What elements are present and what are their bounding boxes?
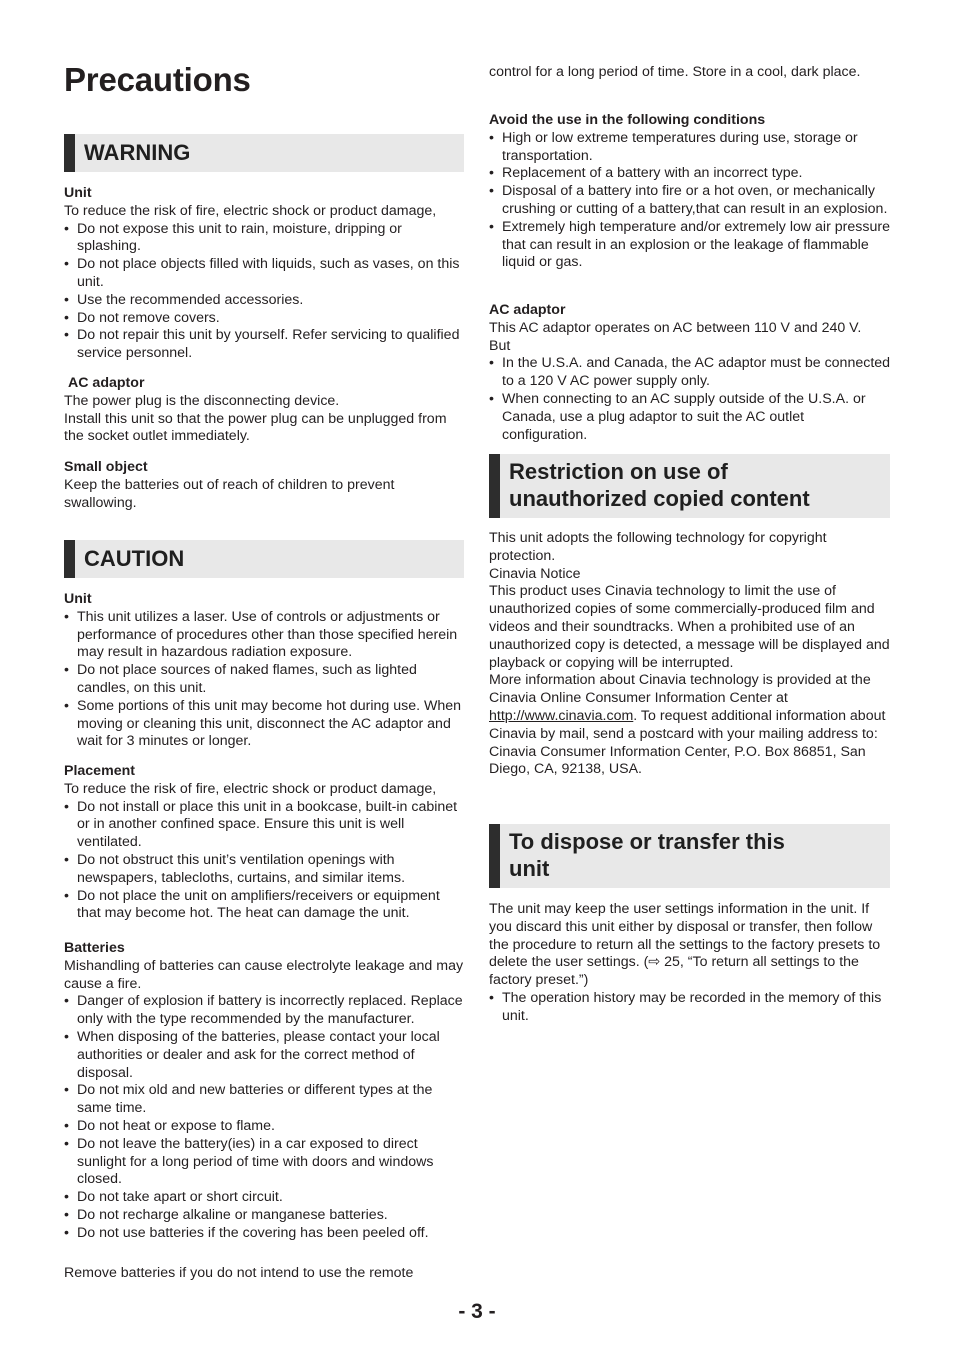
list-item: • Do not remove covers. — [64, 310, 464, 328]
list-item: • Use the recommended accessories. — [64, 292, 464, 310]
restriction-p4-post: . To request additional information about Cinavia by mail, send a postcard with your mailing address to: — [489, 707, 886, 742]
restriction-p1: This unit adopts the following technology for copyright protection. — [489, 530, 827, 564]
small-object-text: Keep the batteries out of reach of children to prevent swallowing. — [64, 476, 395, 511]
list-item: • Do not expose this unit to rain, moisture, dripping or splashing. — [64, 221, 464, 257]
list-item: • The operation history may be recorded in the memory of this unit. — [489, 990, 891, 1026]
right-ac-adaptor-block — [489, 302, 891, 444]
caution-batteries-block — [64, 940, 464, 1243]
batteries-intro: Mishandling of batteries can cause electrolyte leakage and may cause a fire. — [64, 957, 464, 992]
warning-ac-block — [64, 375, 464, 446]
dispose-heading-line1: To dispose or transfer this — [509, 829, 785, 854]
page-title: Precautions — [64, 61, 251, 98]
placement-list — [64, 799, 464, 924]
dispose-section-header — [489, 824, 890, 888]
list-item: • When disposing of the batteries, please contact your local authorities or dealer and ask for the correct method of disposal. — [64, 1029, 464, 1082]
restriction-p4-pre: More information about Cinavia technology is provided at the Cinavia Online Consumer Information Center at — [489, 672, 871, 707]
restriction-p4 — [489, 672, 891, 743]
list-item: • Do not take apart or short circuit. — [64, 1189, 464, 1207]
placement-subheading: Placement — [64, 763, 135, 779]
small-object-subheading: Small object — [64, 459, 148, 475]
warning-ac-p1: The power plug is the disconnecting device. — [64, 392, 340, 409]
cinavia-link[interactable]: http://www.cinavia.com — [489, 707, 634, 724]
warning-section-header — [64, 134, 464, 172]
dispose-heading-line2: unit — [509, 856, 550, 881]
list-item: • Do not obstruct this unit’s ventilation openings with newspapers, tablecloths, curtains, and similar items. — [64, 852, 464, 888]
list-item: • Do not heat or expose to flame. — [64, 1118, 464, 1136]
list-item: • Some portions of this unit may become hot during use. When moving or cleaning this unit, disconnect the AC adaptor and wait for 3 minutes or longer. — [64, 698, 464, 751]
list-item: • Do not use batteries if the covering has been peeled off. — [64, 1225, 464, 1243]
avoid-subheading: Avoid the use in the following conditions — [489, 112, 766, 128]
right-ac-list — [489, 355, 891, 444]
list-item: • Extremely high temperature and/or extremely low air pressure that can result in an explosion or the leakage of flammable liquid or gas. — [489, 219, 891, 272]
warning-unit-subheading: Unit — [64, 185, 92, 201]
list-item: • Do not mix old and new batteries or different types at the same time. — [64, 1082, 464, 1118]
list-item: • This unit utilizes a laser. Use of controls or adjustments or performance of procedures other than those specified herein may result in hazardous radiation exposure. — [64, 609, 464, 662]
list-item: • High or low extreme temperatures during use, storage or transportation. — [489, 130, 891, 166]
list-item: • Danger of explosion if battery is incorrectly replaced. Replace only with the type recommended by the manufacturer. — [64, 993, 464, 1029]
cinavia-address: Cinavia Consumer Information Center, P.O. Box 86851, San Diego, CA, 92138, USA. — [489, 743, 866, 778]
restriction-heading-line2: unauthorized copied content — [509, 486, 810, 511]
batteries-subheading: Batteries — [64, 940, 125, 956]
warning-unit-intro: To reduce the risk of fire, electric shock or product damage, — [64, 202, 437, 219]
batteries-outro: Remove batteries if you do not intend to use the remote — [64, 1265, 414, 1281]
list-item: • Do not place the unit on amplifiers/receivers or equipment that may become hot. The heat can damage the unit. — [64, 888, 464, 924]
warning-ac-p2: Install this unit so that the power plug can be unplugged from the socket outlet immediately. — [64, 410, 447, 445]
restriction-heading-line1: Restriction on use of — [509, 459, 728, 484]
dispose-list — [489, 990, 891, 1026]
list-item: • Do not recharge alkaline or manganese batteries. — [64, 1207, 464, 1225]
restriction-p3: This product uses Cinavia technology to limit the use of unauthorized copies of some commercially-produced film and videos and their soundtracks. When a prohibited use of an unauthorized copy is detected, a message will be displayed and playback or copying will be interrupted. — [489, 583, 890, 671]
avoid-conditions-block — [489, 112, 891, 272]
list-item: • In the U.S.A. and Canada, the AC adaptor must be connected to a 120 V AC power supply only. — [489, 355, 891, 391]
restriction-body — [489, 530, 891, 779]
right-ac-subheading: AC adaptor — [489, 302, 566, 318]
list-item: • Do not install or place this unit in a bookcase, built-in cabinet or in another confined space. Ensure this unit is well ventilated. — [64, 799, 464, 852]
batteries-list — [64, 993, 464, 1242]
continued-text: control for a long period of time. Store in a cool, dark place. — [489, 64, 861, 80]
right-ac-p2: But — [489, 337, 511, 354]
page-number: - 3 - — [458, 1300, 496, 1323]
dispose-p1: The unit may keep the user settings information in the unit. If you discard this unit either by disposal or transfer, then follow the procedure to return all the settings to the factory presets to delete the user settings. (⇨ 25, “To return all settings to the factory preset.”) — [489, 901, 881, 989]
dispose-body — [489, 901, 891, 1026]
restriction-section-header — [489, 454, 890, 518]
continued-text-block — [489, 64, 891, 82]
avoid-list — [489, 130, 891, 272]
caution-unit-subheading: Unit — [64, 591, 92, 607]
list-item: • Do not repair this unit by yourself. Refer servicing to qualified service personnel. — [64, 327, 464, 363]
list-item: • Do not leave the battery(ies) in a car exposed to direct sunlight for a long period of time with doors and windows closed. — [64, 1136, 464, 1189]
batteries-outro-block — [64, 1265, 464, 1283]
list-item: • Disposal of a battery into fire or a hot oven, or mechanically crushing or cutting of a battery,that can result in an explosion. — [489, 183, 891, 219]
caution-unit-list — [64, 609, 464, 751]
caution-unit-block — [64, 591, 464, 751]
list-item: • When connecting to an AC supply outside of the U.S.A. or Canada, use a plug adaptor to suit the AC outlet configuration. — [489, 391, 891, 444]
placement-intro: To reduce the risk of fire, electric shock or product damage, — [64, 780, 437, 797]
list-item: • Replacement of a battery with an incorrect type. — [489, 165, 891, 183]
warning-unit-list — [64, 221, 464, 363]
warning-unit-block — [64, 185, 464, 363]
caution-heading: CAUTION — [84, 546, 185, 571]
caution-placement-block — [64, 763, 464, 923]
list-item: • Do not place objects filled with liquids, such as vases, on this unit. — [64, 256, 464, 292]
warning-ac-subheading: AC adaptor — [68, 375, 145, 391]
caution-section-header — [64, 540, 464, 578]
list-item: • Do not place sources of naked flames, such as lighted candles, on this unit. — [64, 662, 464, 698]
right-ac-p1: This AC adaptor operates on AC between 110 V and 240 V. — [489, 319, 862, 336]
warning-heading: WARNING — [84, 140, 191, 165]
cinavia-notice-label: Cinavia Notice — [489, 565, 581, 582]
warning-small-object-block — [64, 459, 464, 512]
